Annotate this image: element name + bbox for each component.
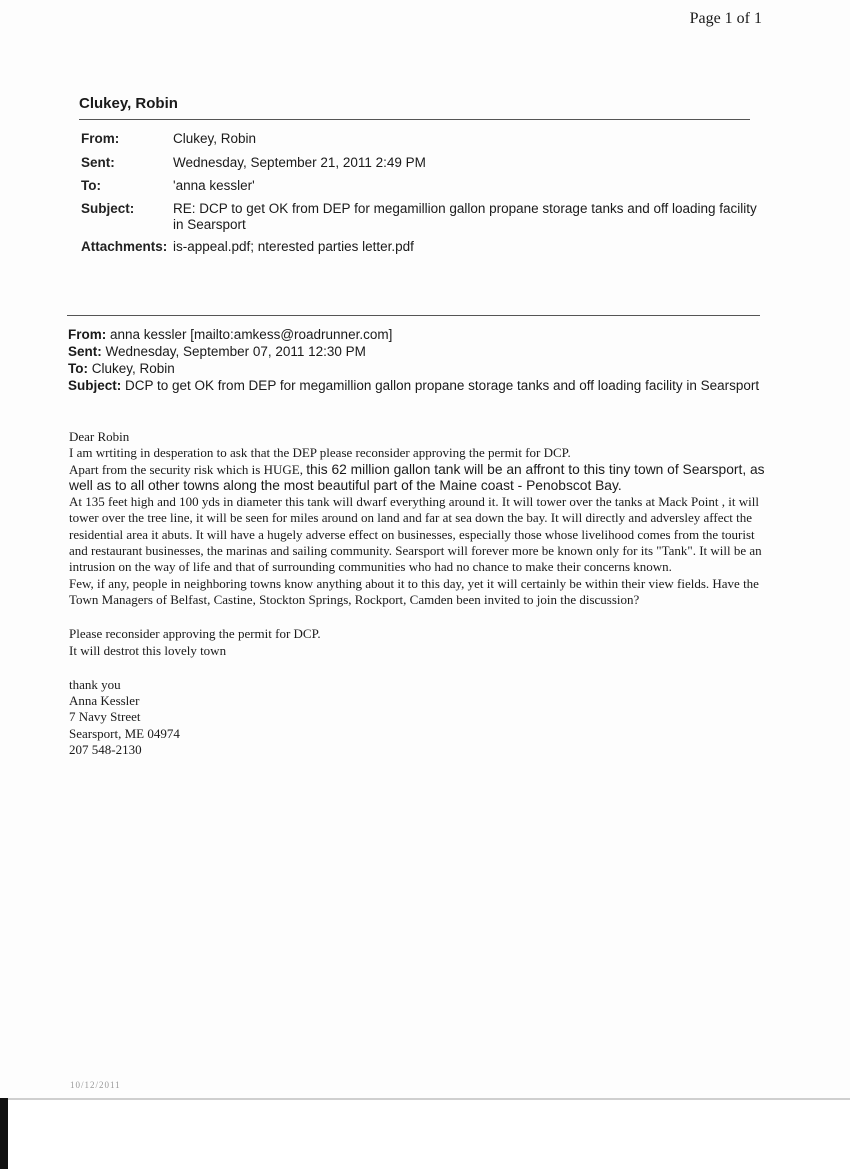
forward-divider xyxy=(67,315,760,316)
header-row-attachments xyxy=(81,239,761,259)
fwd-to-line xyxy=(68,360,768,377)
header-divider xyxy=(79,119,750,120)
from-label: From: xyxy=(81,131,120,146)
fwd-to-value: Clukey, Robin xyxy=(88,361,175,376)
to-value: 'anna kessler' xyxy=(173,178,255,193)
page-number: Page 1 of 1 xyxy=(689,10,762,27)
sent-value: Wednesday, September 21, 2011 2:49 PM xyxy=(173,155,426,170)
fwd-subject-line xyxy=(68,377,768,394)
sent-label: Sent: xyxy=(81,155,115,170)
fwd-sent-label: Sent: xyxy=(68,344,102,359)
subject-value: RE: DCP to get OK from DEP for megamillion gallon propane storage tanks and off loading facility in Searsport xyxy=(173,201,757,232)
fwd-from-label: From: xyxy=(68,327,107,342)
attachments-value: is-appeal.pdf; nterested parties letter.pdf xyxy=(173,239,414,254)
fwd-subject-label: Subject: xyxy=(68,378,122,393)
header-row-subject xyxy=(81,201,761,239)
subject-label: Subject: xyxy=(81,201,135,216)
sender-title: Clukey, Robin xyxy=(79,95,178,112)
signoff: thank you xyxy=(69,676,121,692)
fwd-from-value: anna kessler [mailto:amkess@roadrunner.com] xyxy=(106,327,393,342)
footer-date-smudge: 10/12/2011 xyxy=(70,1080,121,1090)
fwd-sent-line xyxy=(68,343,768,360)
fwd-to-label: To: xyxy=(68,361,88,376)
paragraph-gap xyxy=(69,608,769,626)
fwd-from-line xyxy=(68,326,768,343)
header-row-to xyxy=(81,178,761,201)
fwd-sent-value: Wednesday, September 07, 2011 12:30 PM xyxy=(101,344,366,359)
from-value: Clukey, Robin xyxy=(173,131,257,146)
closing-line-2: It will destrot this lovely town xyxy=(69,642,227,658)
body-line-1: I am wrtiting in desperation to ask that the DEP please reconsider approving the permit for DCP. xyxy=(69,445,571,461)
greeting: Dear Robin xyxy=(69,429,130,444)
scan-left-edge xyxy=(0,1098,8,1169)
scan-bottom-edge xyxy=(0,1098,850,1100)
email-header xyxy=(81,131,761,259)
attachments-label: Attachments: xyxy=(81,239,168,254)
letter-body xyxy=(69,429,769,758)
signer-name: Anna Kessler xyxy=(69,693,140,709)
body-paragraph-3: Few, if any, people in neighboring towns know anything about it to this day, yet it will certainly be within their view fields. Have the Town Managers of Belfast, Castine, Stockton Springs, Rockport, Camden been invited to join the discussion? xyxy=(69,575,759,607)
header-row-from xyxy=(81,131,761,155)
signer-street: 7 Navy Street xyxy=(69,709,141,725)
signer-city: Searsport, ME 04974 xyxy=(69,725,180,741)
closing-line-1: Please reconsider approving the permit for DCP. xyxy=(69,626,321,642)
signature-block xyxy=(69,677,769,758)
body-line-2-sans: this 62 million gallon tank will be an affront to this tiny town of Searsport, as well as to all other towns along the most beautiful part of the Maine coast - Penobscot Bay. xyxy=(69,461,765,493)
forwarded-header xyxy=(68,326,768,394)
fwd-subject-value: DCP to get OK from DEP for megamillion gallon propane storage tanks and off loading facility in Searsport xyxy=(121,378,760,393)
to-label: To: xyxy=(81,178,101,193)
body-paragraph-2: At 135 feet high and 100 yds in diameter this tank will dwarf everything around it. It will tower over the tanks at Mack Point , it will tower over the tree line, it will be seen for miles around on land and far at sea down the bay. It will directly and adversley affect the residential area it abuts. It will have a hugely adverse effect on businesses, especially those whose livelihood comes from the tourist and restaurant businesses, the marinas and sailing community. Searsport will forever more be known only for its "Tank". It will be an intrusion on the way of life and that of surrounding communities who had no chance to make their concerns known. xyxy=(69,494,762,575)
signature-gap xyxy=(69,659,769,677)
body-line-2 xyxy=(69,462,769,495)
header-row-sent xyxy=(81,155,761,178)
signer-phone: 207 548-2130 xyxy=(69,742,142,758)
body-line-2-serif: Apart from the security risk which is HUGE, xyxy=(69,461,307,477)
